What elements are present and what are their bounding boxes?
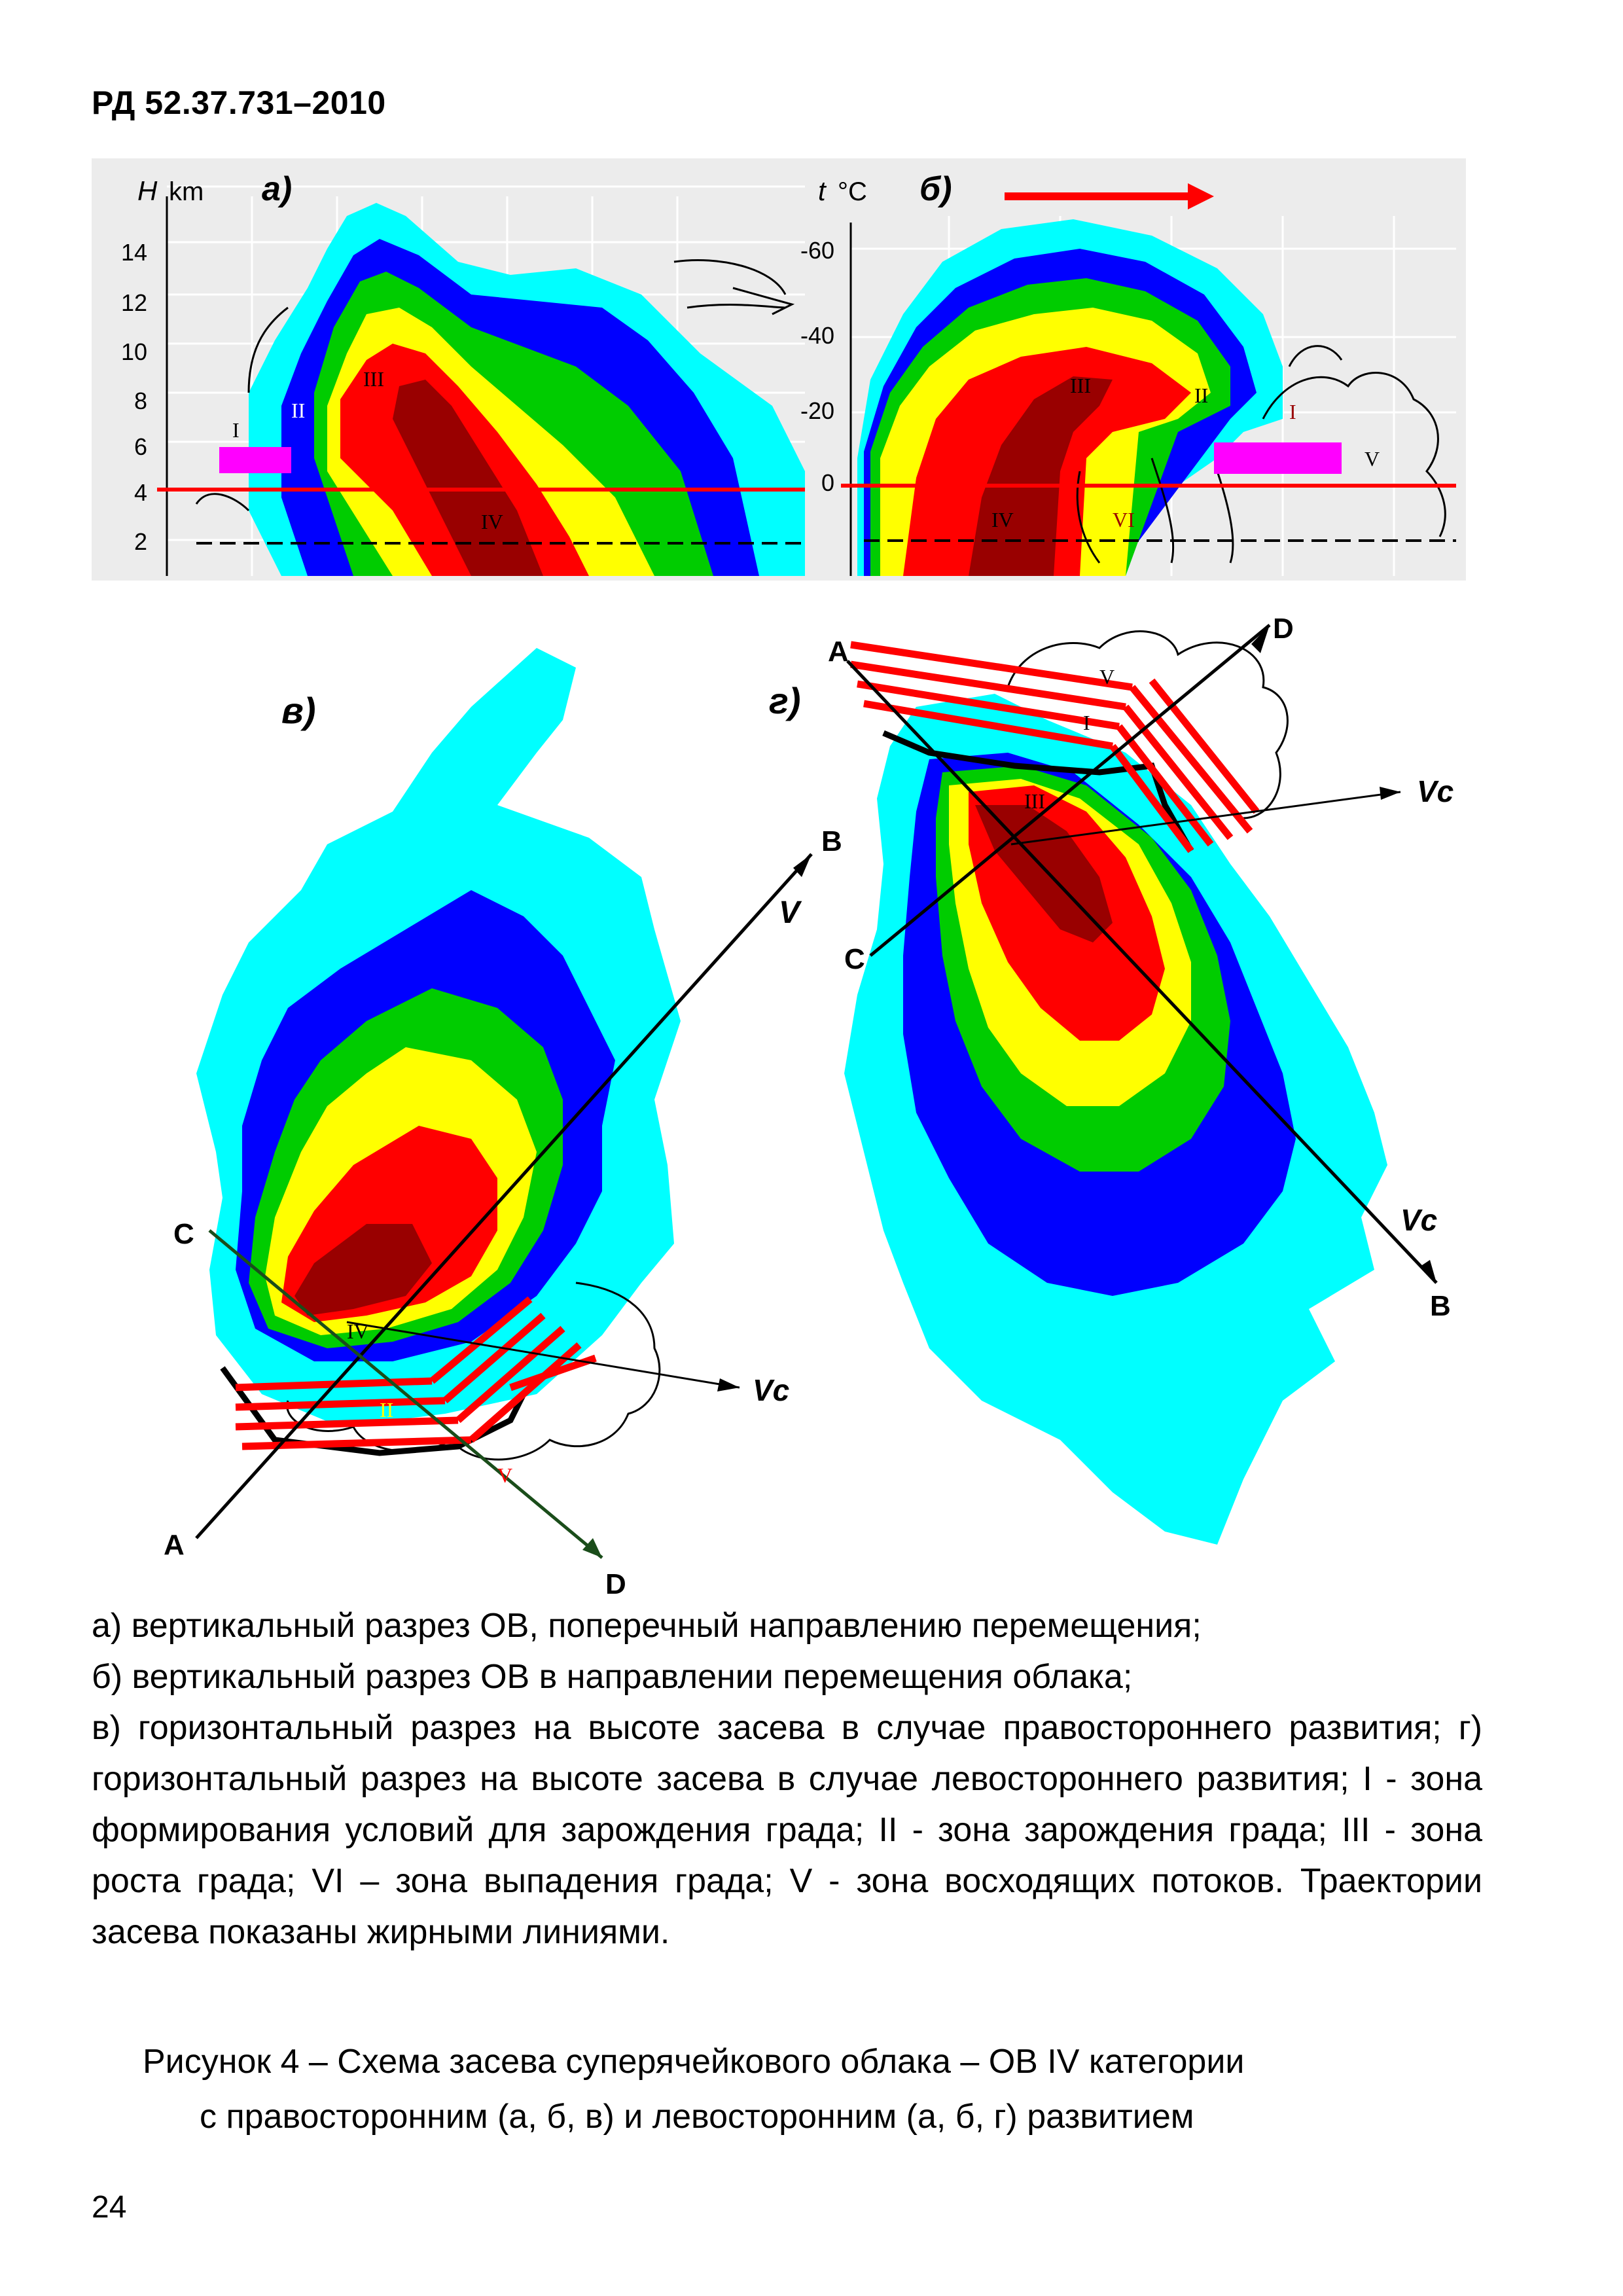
- panel-v-label: в): [281, 690, 316, 731]
- panel-v-zone-V: V: [497, 1463, 513, 1487]
- panel-g-point-D: D: [1273, 613, 1294, 645]
- panel-v-vector-Vc: Vc: [753, 1373, 790, 1407]
- panel-b-zone-I: I: [1289, 400, 1296, 423]
- panel-a-label: а): [262, 170, 293, 208]
- panel-b-tick-20: -20: [800, 397, 834, 424]
- panel-b-seeding-zone: [1214, 442, 1342, 474]
- panel-a-tick-10: 10: [120, 338, 147, 365]
- figure-legend: [92, 1600, 1482, 1958]
- panel-a-zone-III: III: [363, 367, 384, 391]
- panel-b-label: б): [919, 170, 952, 208]
- panel-g-point-C: C: [844, 943, 865, 975]
- figure-caption-line-1: Рисунок 4 – Схема засева суперячейкового облака – ОВ IV категории: [143, 2043, 1245, 2081]
- legend-line-b: б) вертикальный разрез ОВ в направлении перемещения облака;: [92, 1658, 1133, 1696]
- panel-b-zone-VI: VI: [1113, 508, 1135, 531]
- panel-b-zone-III: III: [1070, 374, 1091, 397]
- panel-b-axis-var: t: [818, 175, 826, 206]
- panel-v-point-A: A: [164, 1529, 185, 1561]
- panel-b-zone-V: V: [1364, 447, 1380, 471]
- panel-a-tick-6: 6: [134, 433, 147, 460]
- panel-a-zone-II: II: [291, 399, 306, 422]
- panel-b: [800, 158, 1466, 581]
- panel-g-point-B: B: [1430, 1290, 1451, 1322]
- legend-paragraph: в) горизонтальный разрез на высоте засева в случае правостороннего развития; г) горизонтальный разрез на высоте засева в случае левостороннего развития; I - зона формирования условий для зарождения града; II - зона зарождения града; III - зона роста града; VI – зона выпадения града; V - зона восходящих потоков. Траектории засева показаны жирными линиями.: [92, 1709, 1482, 1951]
- panel-a-tick-8: 8: [134, 387, 147, 414]
- panel-v-point-C: C: [173, 1218, 194, 1250]
- panel-g-label: г): [769, 680, 801, 721]
- page-number: 24: [92, 2190, 127, 2225]
- panel-b-tick-40: -40: [800, 322, 834, 349]
- panel-b-tick-0: 0: [821, 469, 834, 496]
- panel-g-zone-I: I: [1083, 711, 1090, 734]
- panel-a-tick-2: 2: [134, 528, 147, 555]
- legend-line-a: а) вертикальный разрез ОВ, поперечный направлению перемещения;: [92, 1607, 1202, 1645]
- panel-b-tick-60: -60: [800, 237, 834, 264]
- panel-a-tick-4: 4: [134, 479, 147, 506]
- panel-a-axis-var: H: [137, 175, 158, 206]
- panel-g-point-A: A: [828, 636, 849, 668]
- panel-v-zone-II: II: [380, 1398, 394, 1422]
- panel-g-zone-V: V: [1099, 665, 1115, 689]
- panel-a-axis-unit: km: [169, 177, 204, 206]
- panel-a-zone-I: I: [232, 418, 240, 442]
- document-header: РД 52.37.731–2010: [92, 84, 386, 121]
- panel-b-zone-II: II: [1194, 384, 1209, 407]
- panel-a: [92, 158, 808, 581]
- figure-caption: [92, 2034, 1482, 2144]
- panel-a-tick-12: 12: [120, 289, 147, 316]
- panel-v-point-D: D: [605, 1568, 626, 1600]
- panel-g-vector-Vc-1: Vc: [1417, 774, 1454, 808]
- panel-b-axis-unit: °C: [838, 177, 867, 206]
- figure-caption-line-2: с правосторонним (а, б, в) и левосторонним (а, б, г) развитием: [200, 2098, 1194, 2136]
- panel-g-vector-Vc-2: Vc: [1400, 1203, 1438, 1237]
- panel-v-point-B: B: [821, 825, 842, 857]
- panel-v: [164, 648, 842, 1600]
- panel-a-zone-IV: IV: [481, 510, 503, 533]
- panel-a-tick-14: 14: [120, 239, 147, 266]
- panel-a-seeding-zone: [219, 447, 291, 473]
- panel-g: [769, 613, 1454, 1545]
- panel-v-vector-V: V: [779, 895, 800, 930]
- panel-v-zone-IV: IV: [347, 1319, 369, 1343]
- panel-b-zone-IV: IV: [991, 508, 1014, 531]
- panel-g-zone-III: III: [1024, 789, 1045, 813]
